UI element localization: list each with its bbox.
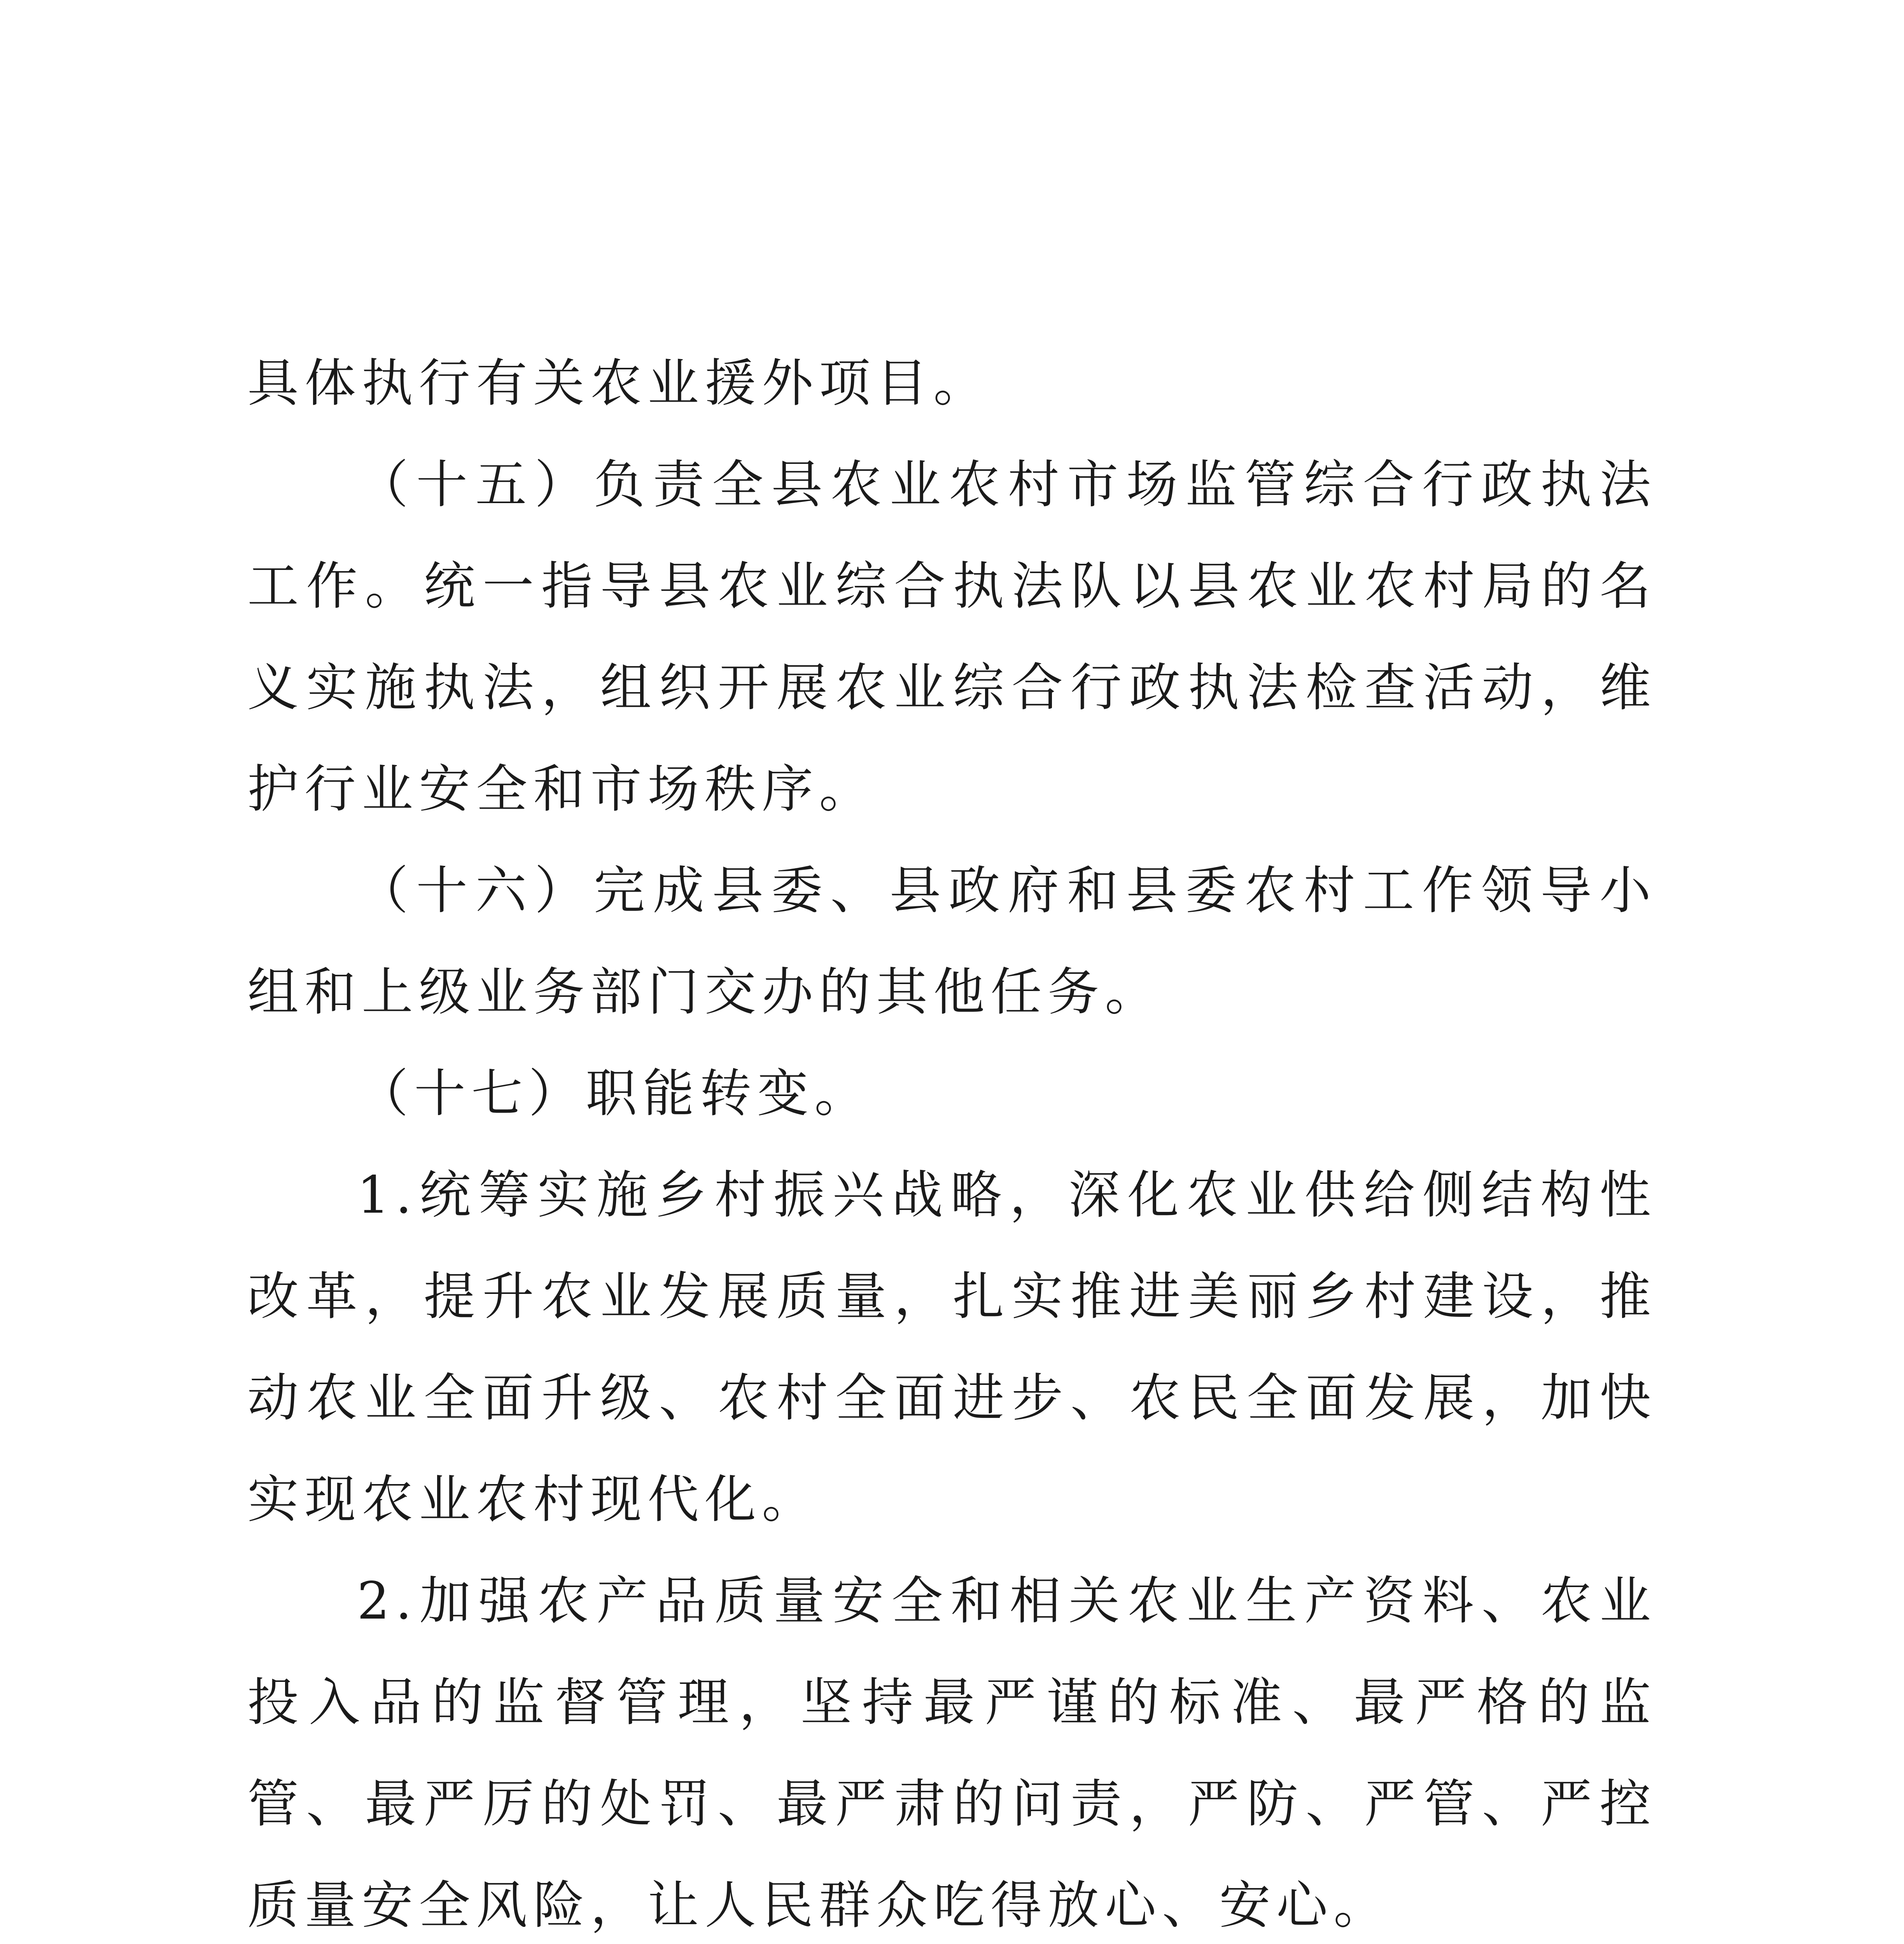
paragraph-item-17: （十七）职能转变。	[357, 1064, 872, 1124]
document-body	[247, 333, 1657, 1944]
paragraph-item-15: （十五）负责全县农业农村市场监管综合行政执法工作。统一指导县农业综合执法队以县农业农村局的名义实施执法，组织开展农业综合行政执法检查活动，维护行业安全和市场秩序。	[247, 455, 1657, 819]
paragraph-subitem-2: 2.加强农产品质量安全和相关农业生产资料、农业投入品的监督管理，坚持最严谨的标准、最严格的监管、最严厉的处罚、最严肃的问责，严防、严管、严控质量安全风险，让人民群众吃得放心、安心。	[247, 1571, 1657, 1935]
paragraph-subitem-1: 1.统筹实施乡村振兴战略，深化农业供给侧结构性改革，提升农业发展质量，扎实推进美丽乡村建设，推动农业全面升级、农村全面进步、农民全面发展，加快实现农业农村现代化。	[247, 1165, 1657, 1530]
paragraph-continuation: 具体执行有关农业援外项目。	[247, 353, 990, 413]
paragraph-item-16: （十六）完成县委、县政府和县委农村工作领导小组和上级业务部门交办的其他任务。	[247, 861, 1657, 1022]
